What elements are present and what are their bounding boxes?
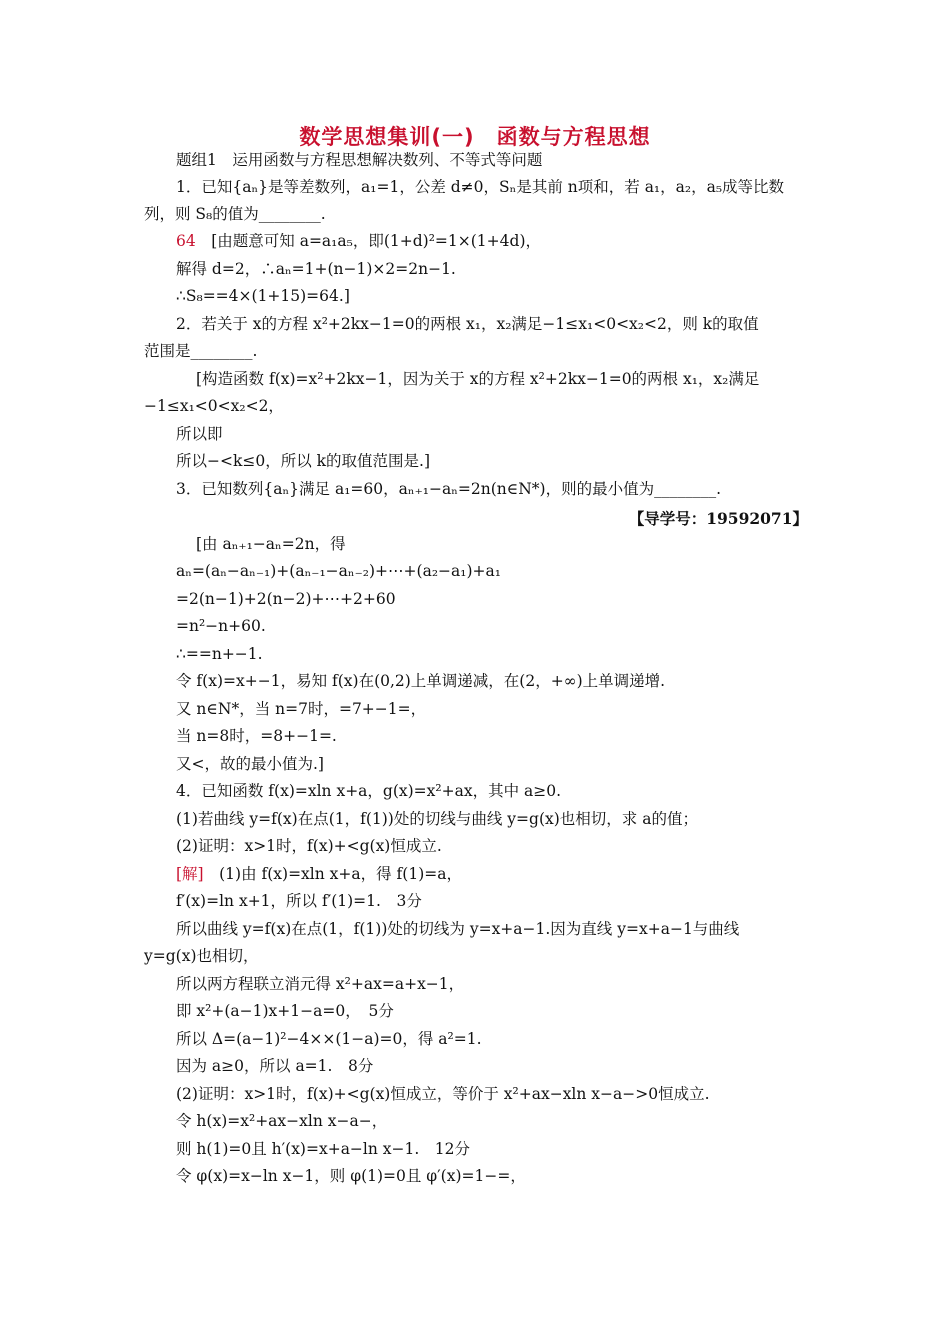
text-line: 所以−<k≤0，所以 k的取值范围是.] [176, 452, 431, 470]
text-line: (1)若曲线 y=f(x)在点(1，f(1))处的切线与曲线 y=g(x)也相切，求 a的值； [176, 810, 698, 828]
text-line: [构造函数 f(x)=x²+2kx−1，因为关于 x的方程 x²+2kx−1=0的两根 x₁，x₂满足 [196, 370, 760, 388]
text-line: 所以两方程联立消元得 x²+ax=a+x−1， [176, 975, 465, 993]
text-line: 又 n∈N*，当 n=7时，=7+−1=， [176, 700, 427, 718]
text-line: 令 f(x)=x+−1，易知 f(x)在(0,2)上单调递减，在(2，+∞)上单调递增. [176, 672, 666, 690]
text-line: 令 φ(x)=x−ln x−1，则 φ(1)=0且 φ′(x)=1−=， [176, 1167, 526, 1185]
text-line: f′(x)=ln x+1，所以 f′(1)=1. 3分 [176, 892, 422, 910]
text-line: 1．已知{aₙ}是等差数列，a₁=1，公差 d≠0，Sₙ是其前 n项和，若 a₁，a₂，a₅成等比数 [176, 178, 785, 196]
text-line: 2．若关于 x的方程 x²+2kx−1=0的两根 x₁，x₂满足−1≤x₁<0<x₂<2，则 k的取值 [176, 315, 759, 333]
text-line: 4．已知函数 f(x)=xln x+a，g(x)=x²+ax，其中 a≥0. [176, 782, 562, 800]
text-line: [由 aₙ₊₁−aₙ=2n，得 [196, 535, 346, 553]
text-line: (2)证明：x>1时，f(x)+<g(x)恒成立. [176, 837, 442, 855]
text-line: 因为 a≥0，所以 a=1. 8分 [176, 1057, 374, 1075]
text-line: aₙ=(aₙ−aₙ₋₁)+(aₙ₋₁−aₙ₋₂)+⋯+(a₂−a₁)+a₁ [176, 562, 501, 580]
page-title: 数学思想集训(一) 函数与方程思想 [299, 125, 651, 149]
text-line: 题组1 运用函数与方程思想解决数列、不等式等问题 [176, 151, 543, 169]
text-line: 3．已知数列{aₙ}满足 a₁=60，aₙ₊₁−aₙ=2n(n∈N*)，则的最小值为________. [176, 480, 722, 498]
guide-number: 【导学号：19592071】 [628, 509, 808, 528]
text-line: 范围是________. [144, 342, 258, 360]
text-line: y=g(x)也相切， [144, 947, 259, 965]
text-line: 令 h(x)=x²+ax−xln x−a−， [176, 1112, 388, 1130]
text-line [176, 231, 541, 251]
text-line: 所以 Δ=(a−1)²−4××(1−a)=0，得 a²=1. [176, 1030, 482, 1048]
text-line: −1≤x₁<0<x₂<2， [144, 397, 284, 415]
text-line: 即 x²+(a−1)x+1−a=0， 5分 [176, 1002, 394, 1020]
answer-label: 64 [176, 232, 212, 250]
text-line: 当 n=8时，=8+−1=. [176, 727, 337, 745]
text-line: 则 h(1)=0且 h′(x)=x+a−ln x−1. 12分 [176, 1140, 471, 1158]
line-text: [由题意可知 a=a₁a₅，即(1+d)²=1×(1+4d)， [211, 232, 541, 250]
text-line: 所以曲线 y=f(x)在点(1，f(1))处的切线为 y=x+a−1.因为直线 y=x+a−1与曲线 [176, 920, 740, 938]
text-line: 又<，故的最小值为.] [176, 755, 324, 773]
text-line: =2(n−1)+2(n−2)+⋯+2+60 [176, 590, 396, 608]
text-line [176, 864, 462, 884]
line-text: (1)由 f(x)=xln x+a，得 f(1)=a， [219, 865, 462, 883]
text-line: (2)证明：x>1时，f(x)+<g(x)恒成立，等价于 x²+ax−xln x−a−>0恒成立. [176, 1085, 710, 1103]
text-line: ∴==n+−1. [176, 645, 263, 663]
text-line: 解得 d=2，∴aₙ=1+(n−1)×2=2n−1. [176, 260, 456, 278]
text-line: =n²−n+60. [176, 617, 266, 635]
text-line: 列，则 S₈的值为________. [144, 205, 326, 223]
text-line: ∴S₈==4×(1+15)=64.] [176, 287, 350, 305]
answer-label: [解] [176, 865, 220, 883]
text-line: 所以即 [176, 425, 223, 443]
